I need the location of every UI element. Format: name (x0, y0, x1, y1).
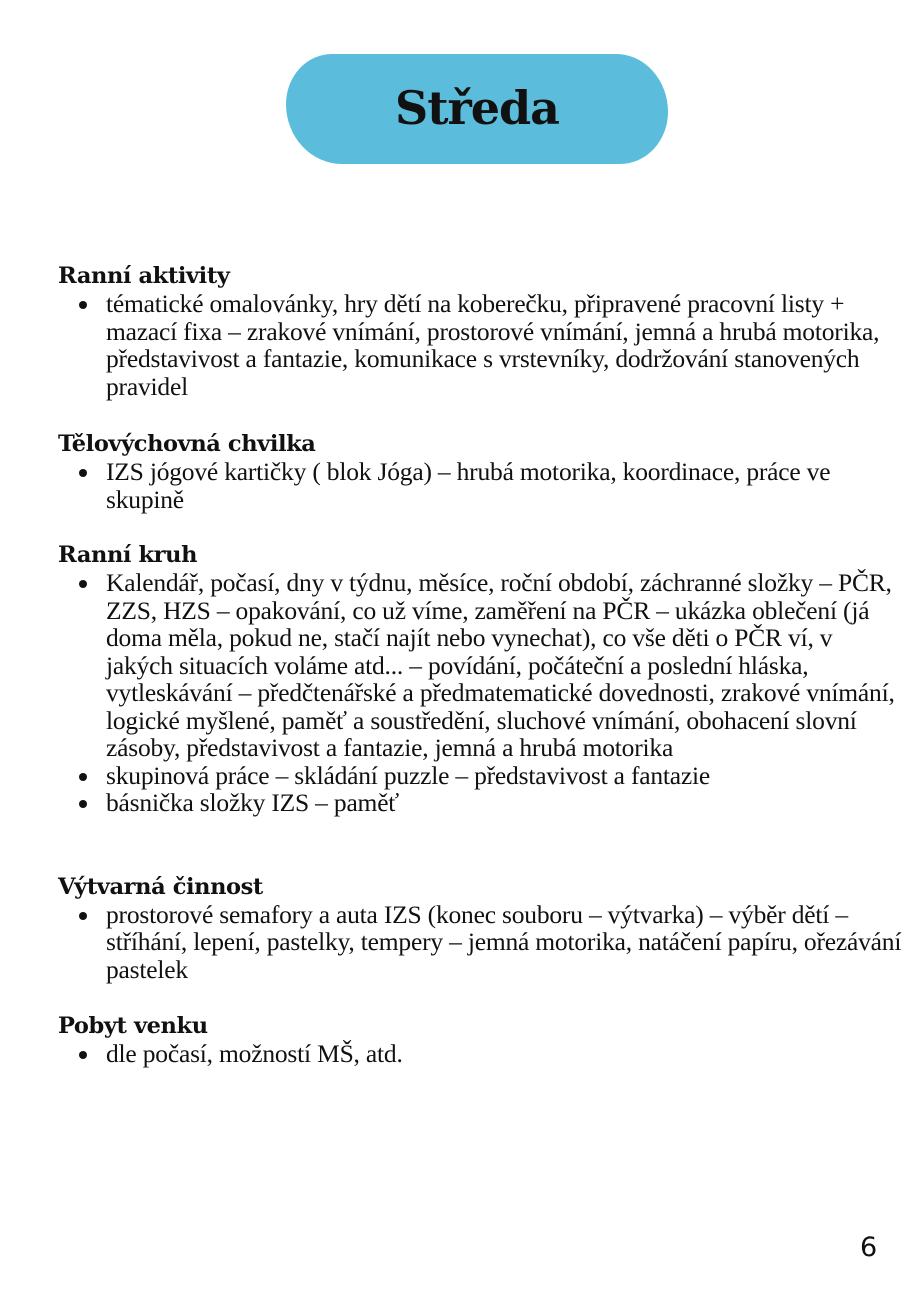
bullet-list (58, 458, 903, 513)
section-telovychovna-chvilka (58, 430, 903, 513)
section-heading: Výtvarná činnost (58, 873, 263, 900)
spacer (58, 817, 903, 873)
bullet-icon (79, 800, 87, 808)
page-number: 6 (860, 1232, 878, 1263)
list-item (58, 901, 903, 984)
bullet-icon (79, 301, 87, 309)
bullet-list (58, 290, 903, 400)
section-heading: Tělovýchovná chvilka (58, 431, 316, 457)
spacer (58, 983, 903, 1012)
page-title: Středa (395, 81, 559, 135)
document-body (58, 262, 903, 1068)
spacer (58, 513, 903, 541)
list-item-text: IZS jógové kartičky ( blok Jóga) – hrubá motorika, koordinace, práce ve skupině (106, 457, 831, 514)
bullet-list (58, 901, 903, 984)
title-badge (286, 54, 668, 164)
section-heading: Pobyt venku (58, 1013, 208, 1039)
list-item (58, 290, 903, 400)
list-item-text: dle počasí, možností MŠ, atd. (106, 1039, 403, 1068)
list-item (58, 569, 903, 762)
list-item-text: tématické omalovánky, hry dětí na koberečku, připravené pracovní listy + mazací fixa – zrakové vnímání, prostorové vnímání, jemná a hrubá motorika, představivost a fantazie, komunikace s vrstevníky, dodržování stanovených pravidel (106, 289, 880, 401)
bullet-icon (79, 469, 87, 477)
list-item (58, 458, 903, 513)
bullet-icon (79, 1051, 87, 1059)
list-item-text: prostorové semafory a auta IZS (konec souboru – výtvarka) – výběr dětí – stříhání, lepení, pastelky, tempery – jemná motorika, natáčení papíru, ořezávání pastelek (106, 899, 902, 984)
bullet-list (58, 1040, 903, 1068)
bullet-icon (79, 580, 87, 588)
list-item-text: básnička složky IZS – paměť (106, 788, 400, 817)
list-item (58, 1040, 903, 1068)
section-ranni-kruh (58, 541, 903, 817)
bullet-icon (79, 912, 87, 920)
section-vytvarna-cinnost (58, 873, 903, 984)
spacer (58, 400, 903, 430)
list-item-text: Kalendář, počasí, dny v týdnu, měsíce, roční období, záchranné složky – PČR, ZZS, HZS – opakování, co už víme, zaměření na PČR – ukázka oblečení (já doma měla, pokud ne, stačí najít nebo vynechat), co vše děti o PČR ví, v jakých situacích voláme atd... – povídání, počáteční a poslední hláska, vytleskávání – předčtenářské a předmatematické dovednosti, zrakové vnímání, logické myšlené, paměť a soustředění, sluchové vnímání, obohacení slovní zásoby, představivost a fantazie, jemná a hrubá motorika (106, 568, 895, 762)
section-ranni-aktivity (58, 262, 903, 400)
list-item-text: skupinová práce – skládání puzzle – představivost a fantazie (106, 760, 711, 790)
section-pobyt-venku (58, 1012, 903, 1068)
list-item (58, 762, 903, 790)
list-item (58, 789, 903, 817)
bullet-list (58, 569, 903, 817)
bullet-icon (79, 773, 87, 781)
section-heading: Ranní aktivity (58, 263, 230, 289)
section-heading: Ranní kruh (58, 542, 198, 568)
